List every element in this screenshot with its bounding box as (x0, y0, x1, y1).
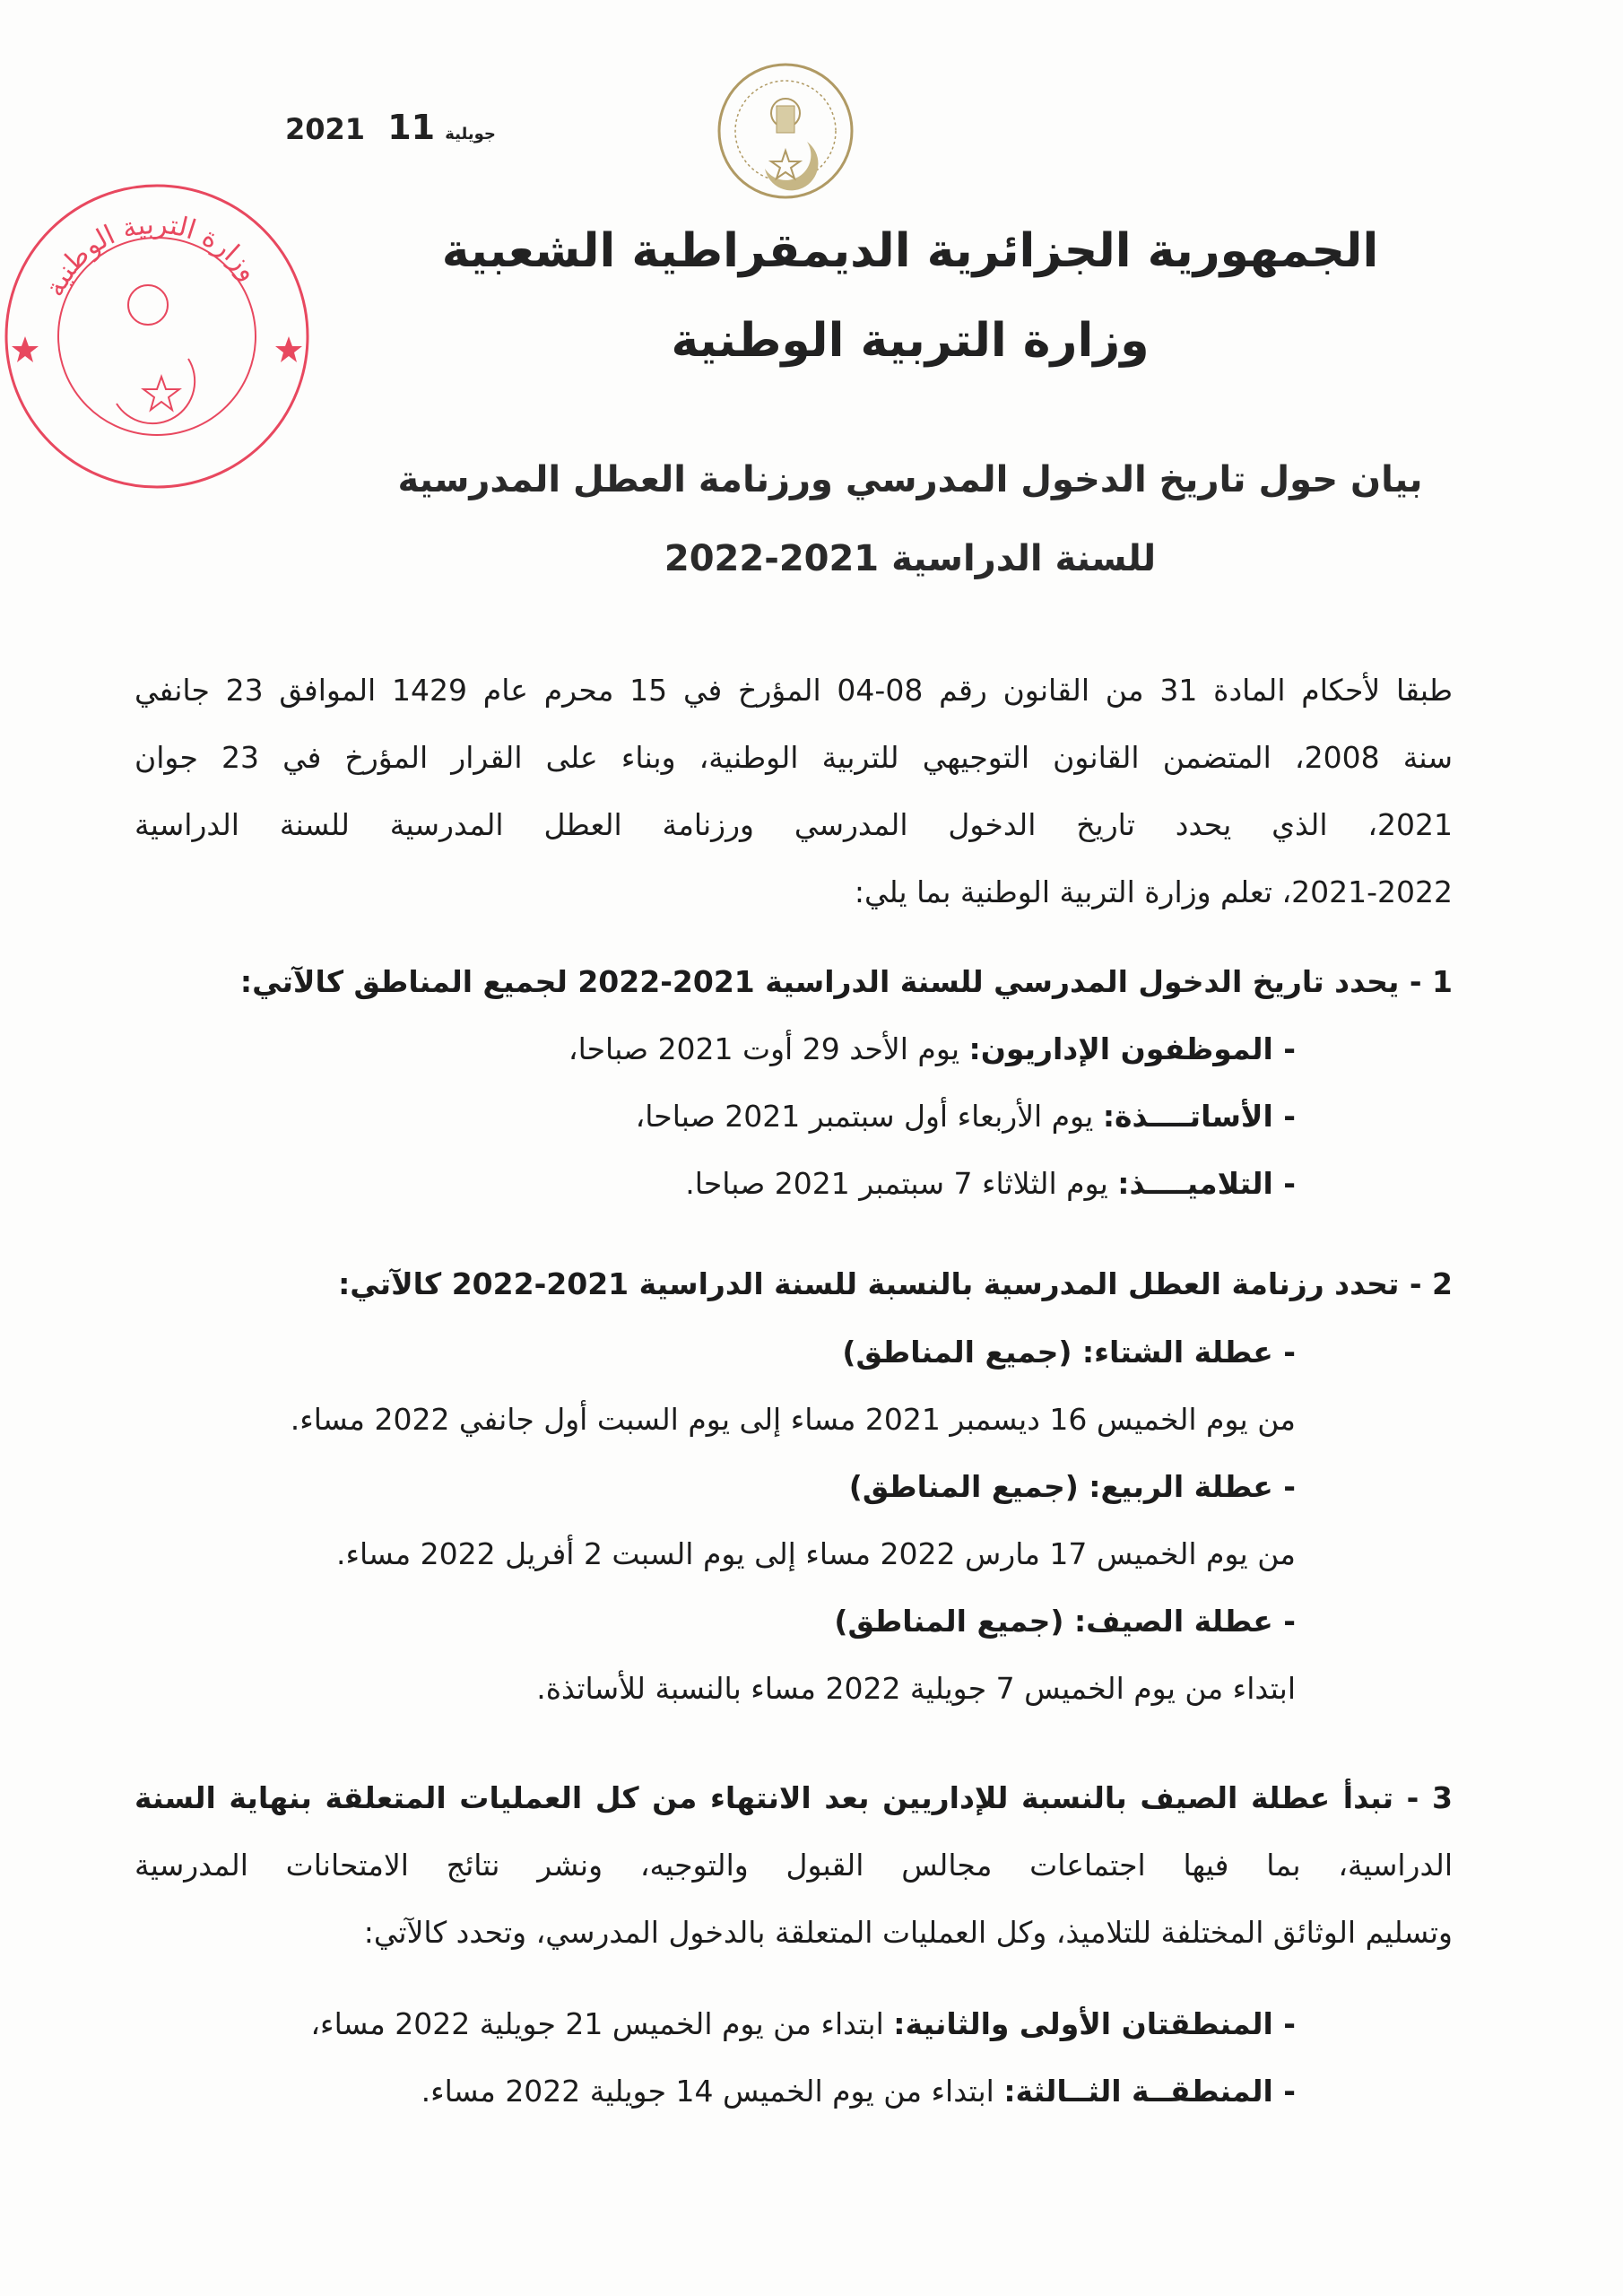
summer-holiday-label: - عطلة الصيف: (جميع المناطق) (834, 1604, 1296, 1639)
section2-heading: 2 - تحدد رزنامة العطل المدرسية بالنسبة للسنة الدراسية 2021-2022 كالآتي: (338, 1266, 1453, 1301)
summer-holiday-dates: ابتداء من يوم الخميس 7 جويلية 2022 مساء بالنسبة للأساتذة. (536, 1671, 1296, 1706)
ministry-stamp (0, 179, 314, 493)
spring-holiday-label: - عطلة الربيع: (جميع المناطق) (848, 1469, 1296, 1504)
date-stamp (285, 108, 496, 147)
section3-item: - المنطقــة الثــالثة: ابتداء من يوم الخميس 14 جويلية 2022 مساء. (421, 2074, 1296, 2109)
national-emblem (716, 61, 855, 201)
svg-text:وزارة التربية الوطنية (39, 209, 265, 301)
section3-line: 3 - تبدأ عطلة الصيف بالنسبة للإداريين بعد الانتهاء من كل العمليات المتعلقة بنهاية السنة (135, 1780, 1453, 1815)
section1-item: - الموظفون الإداريون: يوم الأحد 29 أوت 2021 صباحا، (568, 1031, 1296, 1066)
intro-line: سنة 2008، المتضمن القانون التوجيهي للتربية الوطنية، وبناء على القرار المؤرخ في 23 جوان (135, 740, 1453, 775)
intro-line: 2021-2022، تعلم وزارة التربية الوطنية بما يلي: (854, 874, 1453, 909)
country-name: الجمهورية الجزائرية الديمقراطية الشعبية (441, 224, 1379, 278)
date-year: 2021 (285, 112, 366, 146)
document-title: بيان حول تاريخ الدخول المدرسي ورزنامة العطل المدرسية (397, 459, 1423, 500)
section1-heading: 1 - يحدد تاريخ الدخول المدرسي للسنة الدراسية 2021-2022 لجميع المناطق كالآتي: (239, 964, 1453, 999)
spring-holiday-dates: من يوم الخميس 17 مارس 2022 مساء إلى يوم السبت 2 أفريل 2022 مساء. (335, 1536, 1296, 1571)
section3-item: - المنطقتان الأولى والثانية: ابتداء من يوم الخميس 21 جويلية 2022 مساء، (310, 2006, 1296, 2041)
ministry-name: وزارة التربية الوطنية (671, 314, 1150, 368)
document-subtitle: للسنة الدراسية 2021-2022 (664, 538, 1157, 579)
section1-item: - التلاميــــذ: يوم الثلاثاء 7 سبتمبر 2021 صباحا. (685, 1166, 1296, 1201)
section3-line: الدراسية، بما فيها اجتماعات مجالس القبول والتوجيه، ونشر نتائج الامتحانات المدرسية (135, 1848, 1453, 1883)
stamp-text: وزارة التربية الوطنية (39, 208, 265, 302)
section1-item: - الأساتــــذة: يوم الأربعاء أول سبتمبر 2021 صباحا، (635, 1099, 1296, 1134)
winter-holiday-label: - عطلة الشتاء: (جميع المناطق) (842, 1335, 1296, 1370)
intro-line: طبقا لأحكام المادة 31 من القانون رقم 08-04 المؤرخ في 15 محرم عام 1429 الموافق 23 جانفي (135, 673, 1453, 708)
section3-line: وتسليم الوثائق المختلفة للتلاميذ، وكل العمليات المتعلقة بالدخول المدرسي، وتحدد كالآتي: (363, 1915, 1453, 1950)
date-month: جويلية (445, 125, 496, 144)
winter-holiday-dates: من يوم الخميس 16 ديسمبر 2021 مساء إلى يوم السبت أول جانفي 2022 مساء. (290, 1402, 1296, 1437)
date-day: 11 (387, 108, 436, 147)
intro-line: 2021، الذي يحدد تاريخ الدخول المدرسي ورزنامة العطل المدرسية للسنة الدراسية (135, 807, 1453, 842)
